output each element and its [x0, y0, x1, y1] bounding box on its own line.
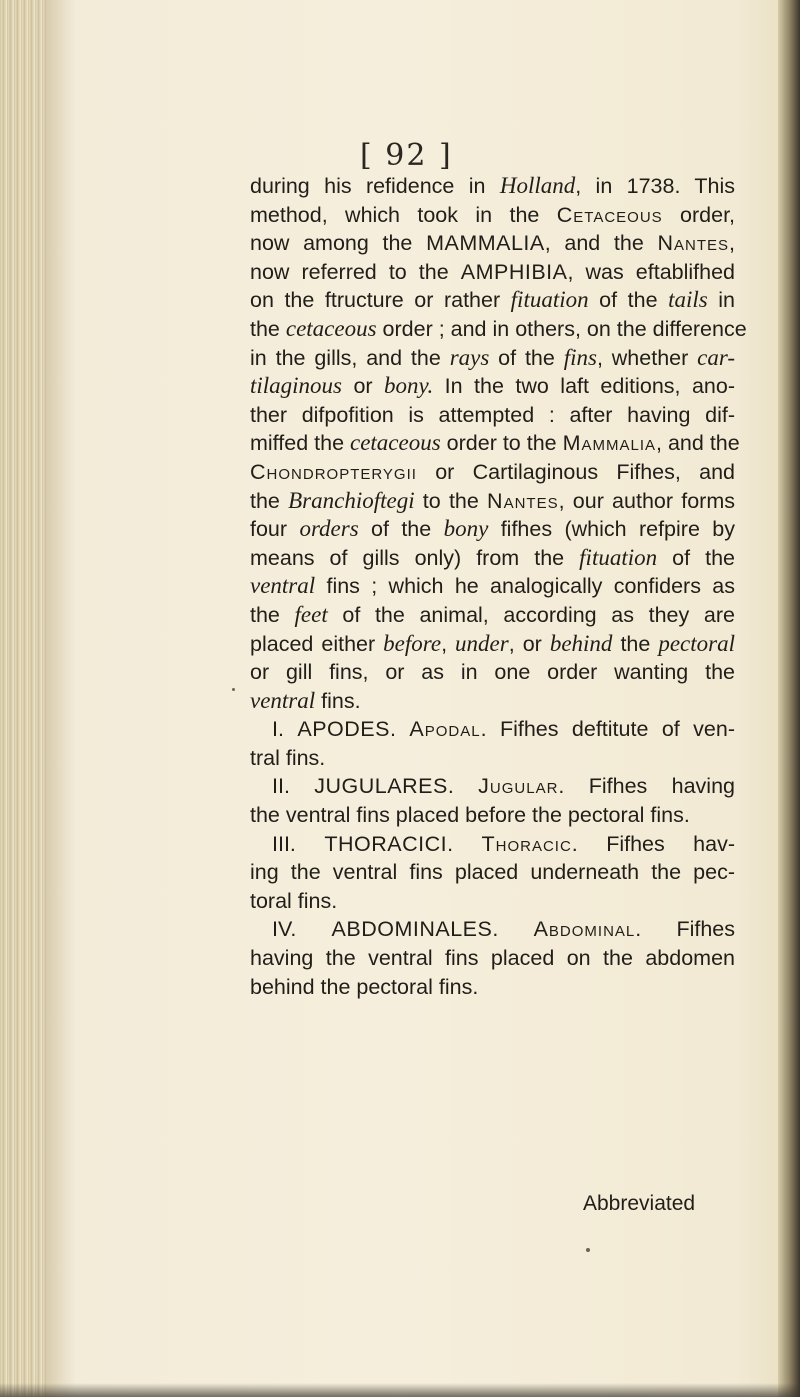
text-segment: JUGULARES: [314, 774, 448, 799]
text-segment: now among the: [250, 231, 427, 256]
page-bottom-edge: [0, 1383, 800, 1397]
text-segment: Jugular: [478, 774, 559, 799]
text-line: [250, 258, 735, 287]
text-segment: the: [250, 488, 289, 513]
text-line: [250, 801, 735, 830]
text-segment: ventral: [250, 573, 316, 599]
text-line: [250, 830, 735, 859]
text-segment: placed either: [250, 631, 384, 656]
catchword: Abbreviated: [583, 1192, 696, 1215]
text-line: [250, 630, 735, 659]
text-line: [250, 687, 735, 716]
text-line: [250, 915, 735, 944]
text-segment: Nantes: [487, 488, 559, 513]
text-segment: or Cartilaginous Fifhes, and: [416, 459, 735, 484]
text-line: [250, 744, 735, 773]
text-segment: .: [492, 917, 534, 942]
text-segment: cetaceous: [285, 315, 377, 341]
text-segment: pectoral: [658, 630, 735, 656]
text-segment: ,: [441, 631, 456, 656]
text-segment: four: [250, 517, 300, 542]
text-segment: APODES: [297, 717, 390, 742]
text-segment: , was eftablifhed: [567, 259, 736, 284]
text-segment: , and the: [544, 231, 658, 256]
text-line: [250, 286, 735, 315]
text-segment: of the: [588, 288, 669, 313]
text-segment: Chondropterygii: [250, 459, 417, 484]
text-segment: in: [707, 288, 735, 313]
text-segment: Thoracic: [481, 831, 572, 856]
text-segment: the: [250, 602, 295, 627]
binding-shadow: [46, 0, 76, 1397]
page-number-header: [ 92 ]: [360, 138, 453, 173]
text-segment: order ; and in others, on the difference: [376, 316, 747, 341]
text-segment: , our author forms: [558, 488, 735, 513]
text-segment: behind: [549, 630, 613, 656]
text-segment: .: [389, 717, 410, 742]
text-segment: rays: [449, 344, 490, 370]
text-segment: under: [455, 630, 509, 656]
text-segment: fituation: [579, 544, 658, 570]
text-segment: IV.: [272, 917, 332, 942]
text-line: [250, 944, 735, 973]
text-segment: . Fifhes deftitute of ven-: [480, 717, 735, 742]
text-segment: tails: [668, 287, 708, 313]
text-segment: order to the: [440, 431, 563, 456]
text-line: [250, 601, 735, 630]
text-segment: THORACICI: [324, 831, 448, 856]
page-binding-edge: [0, 0, 46, 1397]
text-segment: of the animal, according as they are: [327, 602, 735, 627]
text-line: [250, 772, 735, 801]
body-text: [250, 172, 747, 1001]
text-segment: , and the: [656, 431, 740, 456]
text-line: [250, 344, 735, 373]
text-segment: Abdominal: [533, 917, 636, 942]
text-segment: .: [447, 774, 479, 799]
text-segment: fins ; which he analogically confiders as: [315, 574, 735, 599]
text-segment: bony.: [384, 373, 434, 399]
text-line: [250, 372, 735, 401]
text-segment: .: [447, 831, 482, 856]
text-segment: Cetaceous: [556, 202, 663, 227]
text-segment: bony: [443, 516, 489, 542]
text-segment: orders: [299, 516, 359, 542]
text-segment: Branchioftegi: [288, 487, 415, 513]
text-segment: means of gills only) from the: [250, 545, 580, 570]
text-segment: ABDOMINALES: [331, 917, 493, 942]
text-line: [250, 544, 735, 573]
text-segment: on the ftructure or rather: [250, 288, 511, 313]
text-segment: or gill fins, or as in one order wanting the: [250, 660, 735, 685]
text-segment: order,: [662, 202, 736, 227]
text-segment: I.: [272, 717, 298, 742]
page-right-edge: [778, 0, 800, 1397]
paper-speck: [232, 688, 235, 691]
text-segment: fifhes (which refpire by: [488, 517, 735, 542]
text-line: [250, 715, 735, 744]
text-line: [250, 201, 735, 230]
text-segment: ther difpofition is attempted : after having dif-: [250, 402, 735, 427]
text-segment: of the: [358, 517, 444, 542]
text-segment: . Fifhes hav-: [571, 831, 735, 856]
text-segment: to the: [414, 488, 488, 513]
text-segment: ing the ventral fins placed underneath the pec-: [250, 860, 735, 885]
text-segment: AMPHIBIA: [460, 259, 568, 284]
text-segment: of the: [489, 345, 564, 370]
text-segment: , or: [508, 631, 550, 656]
text-line: [250, 887, 735, 916]
text-segment: In the two laft editions, ano-: [433, 374, 735, 399]
text-line: [250, 487, 735, 516]
text-segment: Holland: [499, 173, 576, 198]
text-segment: having the ventral fins placed on the abdomen: [250, 946, 735, 971]
text-line: [250, 229, 735, 258]
text-line: [250, 315, 747, 344]
text-segment: now referred to the: [250, 259, 461, 284]
text-line: [250, 401, 735, 430]
text-segment: the: [612, 631, 659, 656]
text-segment: during his refidence in: [250, 174, 500, 198]
text-segment: . Fifhes having: [558, 774, 735, 799]
text-line: [250, 658, 735, 687]
text-segment: Apodal: [409, 717, 481, 742]
text-segment: miffed the: [250, 431, 350, 456]
text-segment: Nantes: [657, 231, 730, 256]
text-segment: method, which took in the: [250, 202, 557, 227]
text-segment: fins.: [315, 688, 361, 713]
text-line: [250, 858, 735, 887]
text-segment: or: [342, 374, 385, 399]
text-segment: cetaceous: [350, 430, 441, 456]
text-segment: MAMMALIA: [426, 231, 545, 256]
text-segment: the ventral fins placed before the pectoral fins.: [250, 803, 690, 828]
text-segment: of the: [657, 545, 735, 570]
text-segment: tral fins.: [250, 745, 326, 770]
text-line: [250, 973, 735, 1002]
text-segment: car-: [697, 344, 735, 370]
text-line: [250, 458, 735, 487]
text-segment: ,: [729, 231, 735, 256]
text-segment: III.: [272, 831, 325, 856]
text-segment: in the gills, and the: [250, 345, 450, 370]
text-segment: , in 1738. This: [575, 174, 735, 198]
text-segment: ventral: [250, 687, 316, 713]
text-segment: II.: [272, 774, 315, 799]
text-segment: , whether: [596, 345, 698, 370]
text-segment: the: [250, 316, 286, 341]
text-segment: feet: [294, 601, 328, 627]
text-segment: before: [383, 630, 442, 656]
text-segment: fins: [563, 344, 597, 370]
text-line: [250, 572, 735, 601]
text-segment: tilaginous: [250, 373, 343, 399]
text-line: [250, 515, 735, 544]
text-line: [250, 429, 740, 458]
text-segment: toral fins.: [250, 888, 338, 913]
text-segment: . Fifhes: [635, 917, 736, 942]
text-segment: Mammalia: [562, 431, 657, 456]
text-segment: fituation: [510, 287, 589, 313]
paper-speck: [586, 1248, 590, 1252]
text-line: [250, 172, 735, 201]
text-segment: behind the pectoral fins.: [250, 974, 479, 999]
